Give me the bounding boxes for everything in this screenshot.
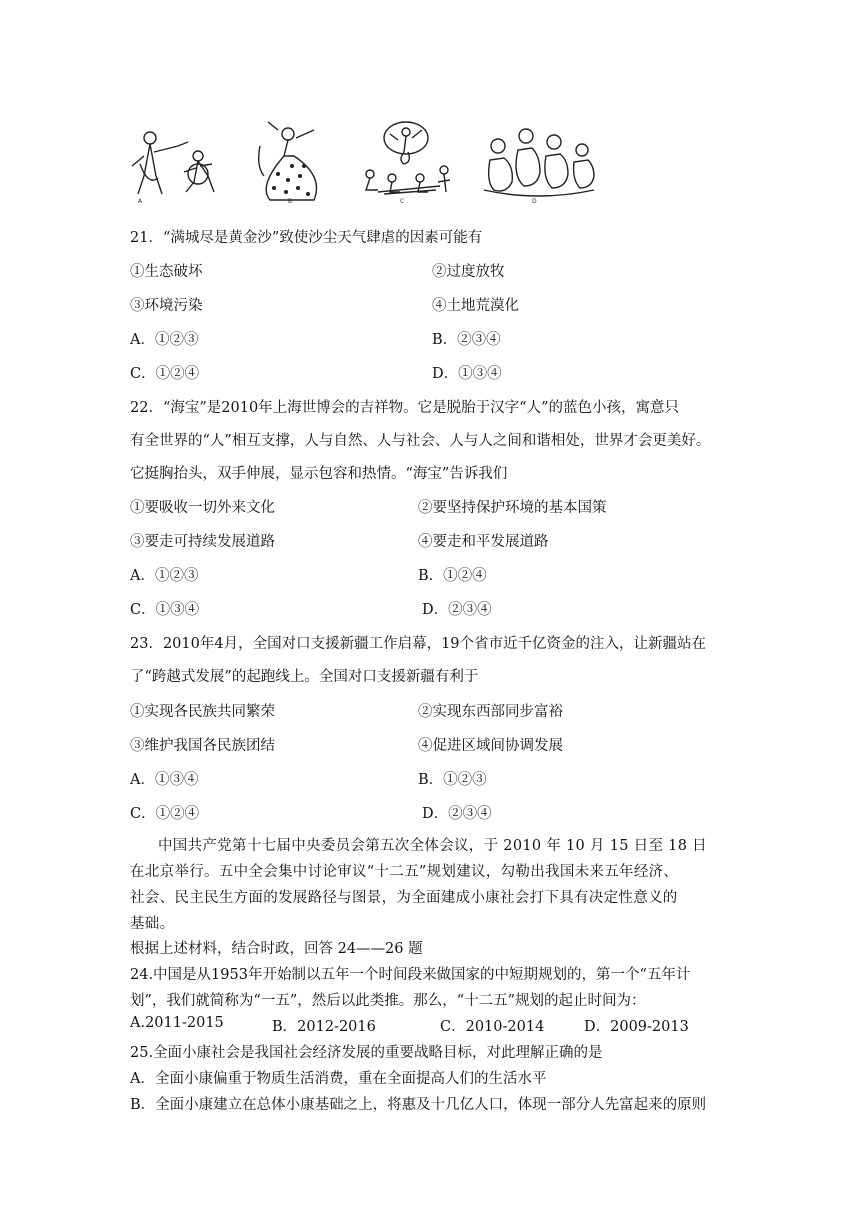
q21-stem: 21．“满城尽是黄金沙”致使沙尘天气肆虐的因素可能有 — [130, 230, 483, 246]
q23-choice-b: B．①②③ — [418, 772, 487, 788]
q25-choice-b: B．全面小康建立在总体小康基础之上，将惠及十几亿人口，体现一部分人先富起来的原则 — [130, 1097, 707, 1113]
q22-stem-line-2: 有全世界的“人”相互支撑，人与自然、人与社会、人与人之间和谐相处，世界才会更美好。 — [130, 433, 711, 449]
q23-stem-line-1: 23．2010年4月，全国对口支援新疆工作启幕，19个省市近千亿资金的注入，让新疆站在 — [130, 636, 707, 652]
q22-item-2: ②要坚持保护环境的基本国策 — [418, 500, 607, 516]
q23-item-4: ④促进区域间协调发展 — [418, 738, 563, 754]
panel-b-dancer — [259, 122, 317, 200]
q22-stem-line-1: 22．“海宝”是2010年上海世博会的吉祥物。它是脱胎于汉字“人”的蓝色小孩，寓意只 — [130, 400, 680, 416]
q22-choice-c: C．①③④ — [130, 602, 200, 618]
q25-choice-a: A．全面小康偏重于物质生活消费，重在全面提高人们的生活水平 — [130, 1071, 547, 1087]
q23-item-1: ①实现各民族共同繁荣 — [130, 704, 275, 720]
q21-item-2: ②过度放牧 — [432, 264, 505, 280]
q21-choice-a: A．①②③ — [130, 332, 199, 348]
q24-stem-line-2: 划”，我们就简称为“一五”，然后以此类推。那么，“十二五”规划的起止时间为： — [130, 993, 646, 1009]
q23-choice-a: A．①③④ — [130, 772, 199, 788]
q22-choice-a: A．①②③ — [130, 568, 199, 584]
material-line-2: 在北京举行。五中全会集中讨论审议“十二五”规划建议，勾勒出我国未来五年经济、 — [130, 864, 679, 880]
panel-label-b: B — [288, 198, 293, 205]
q25-stem: 25.全面小康社会是我国社会经济发展的重要战略目标，对此理解正确的是 — [130, 1045, 603, 1061]
panel-c-scene — [366, 122, 450, 194]
illustration-strip — [128, 116, 598, 204]
ethnic-dance-illustration — [128, 116, 598, 204]
q21-item-4: ④土地荒漠化 — [432, 298, 519, 314]
q24-stem-line-1: 24.中国是从1953年开始制以五年一个时间段来做国家的中短期规划的，第一个“五年计 — [130, 967, 691, 983]
q24-choice-b: B．2012-2016 — [272, 1019, 376, 1035]
panel-label-a: A — [138, 198, 143, 205]
q23-choice-d: D．②③④ — [422, 806, 492, 822]
q23-item-2: ②实现东西部同步富裕 — [418, 704, 563, 720]
panel-d-group — [484, 129, 594, 196]
q21-choice-d: D．①③④ — [432, 366, 502, 382]
q23-choice-c: C．①②④ — [130, 806, 200, 822]
material-line-4: 基础。 — [130, 916, 175, 932]
q24-choice-c: C．2010-2014 — [440, 1019, 545, 1035]
q24-choice-a: A.2011-2015 — [130, 1015, 224, 1031]
q21-item-1: ①生态破坏 — [130, 264, 203, 280]
q22-choice-d: D．②③④ — [422, 602, 492, 618]
panel-label-d: D — [532, 198, 537, 205]
q23-stem-line-2: 了“跨越式发展”的起跑线上。全国对口支援新疆有利于 — [130, 669, 479, 685]
panel-label-c: C — [400, 198, 405, 205]
q22-choice-b: B．①②④ — [418, 568, 487, 584]
q22-item-1: ①要吸收一切外来文化 — [130, 500, 275, 516]
q21-choice-b: B．②③④ — [432, 332, 501, 348]
material-line-3: 社会、民主民生方面的发展路径与图景，为全面建成小康社会打下具有决定性意义的 — [130, 890, 678, 906]
q24-choice-d: D．2009-2013 — [584, 1019, 689, 1035]
q21-item-3: ③环境污染 — [130, 298, 203, 314]
material-line-1: 中国共产党第十七届中央委员会第五次全体会议，于 2010 年 10 月 15 日至 18 日 — [158, 838, 707, 854]
material-instruction: 根据上述材料，结合时政，回答 24——26 题 — [130, 941, 423, 957]
panel-a-figures — [132, 132, 214, 194]
q21-choice-c: C．①②④ — [130, 366, 200, 382]
q22-item-3: ③要走可持续发展道路 — [130, 534, 275, 550]
q23-item-3: ③维护我国各民族团结 — [130, 738, 275, 754]
q22-item-4: ④要走和平发展道路 — [418, 534, 549, 550]
q22-stem-line-3: 它挺胸抬头，双手伸展，显示包容和热情。“海宝”告诉我们 — [130, 466, 508, 482]
